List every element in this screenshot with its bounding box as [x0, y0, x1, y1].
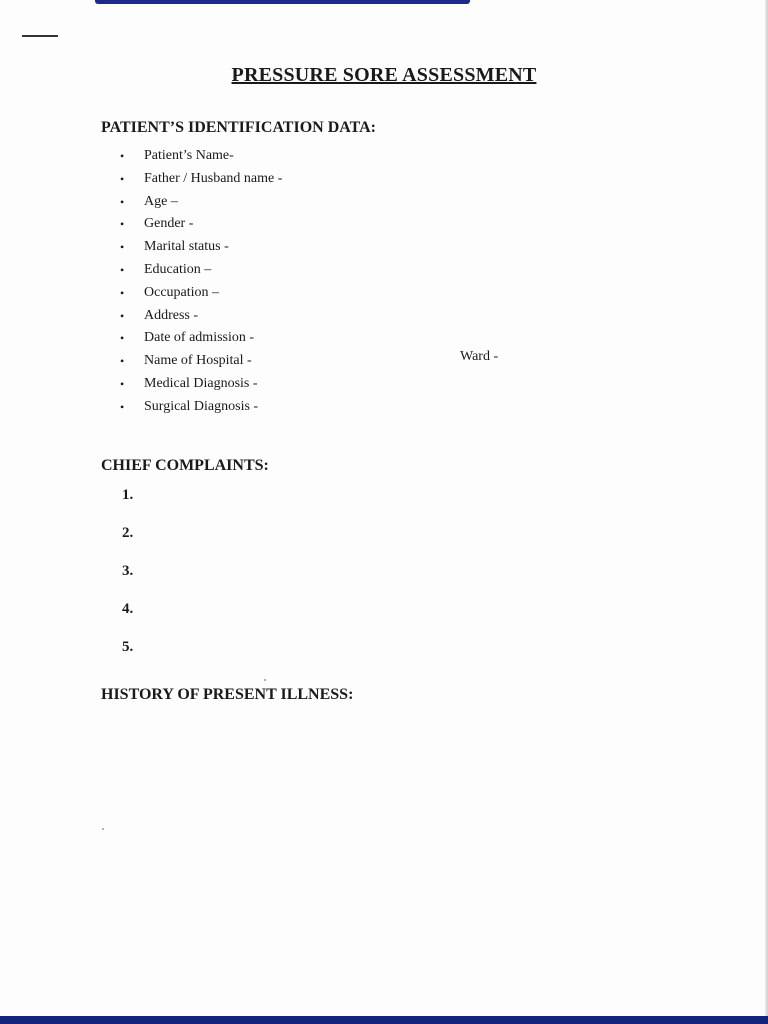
bullet-icon: • [120, 171, 125, 186]
list-item [120, 262, 282, 285]
bullet-icon: • [120, 308, 125, 323]
scan-speck [264, 679, 266, 681]
field-label-ward: Ward - [460, 349, 499, 364]
complaint-number: 1. [122, 487, 134, 503]
list-item [120, 148, 282, 171]
field-label-marital-status: Marital status - [144, 239, 229, 255]
list-item [120, 194, 282, 217]
list-item [120, 216, 282, 239]
field-label-medical-diagnosis: Medical Diagnosis - [144, 375, 258, 391]
bullet-icon: • [120, 240, 125, 255]
complaint-number: 5. [122, 639, 134, 655]
bullet-icon: • [120, 399, 125, 414]
identification-heading: PATIENT’S IDENTIFICATION DATA: [101, 119, 376, 136]
bullet-icon: • [120, 194, 125, 209]
list-item [120, 330, 282, 353]
document-title: PRESSURE SORE ASSESSMENT [231, 64, 537, 86]
complaint-number: 4. [122, 601, 134, 617]
corner-mark [22, 35, 58, 37]
bullet-icon: • [120, 149, 125, 163]
list-item [120, 308, 282, 331]
list-item [120, 239, 282, 262]
chief-complaints-heading: CHIEF COMPLAINTS: [101, 457, 269, 474]
identification-list [120, 148, 282, 422]
list-item [120, 376, 282, 399]
bullet-icon: • [120, 217, 125, 232]
field-label-gender: Gender - [144, 216, 194, 232]
scan-bottom-edge [0, 1016, 768, 1024]
bullet-icon: • [120, 285, 125, 300]
field-label-name-of-hospital: Name of Hospital - [144, 353, 252, 369]
list-item [120, 171, 282, 194]
field-label-age: Age – [144, 193, 178, 209]
field-label-date-of-admission: Date of admission - [144, 330, 255, 346]
scan-speck [102, 828, 104, 830]
scan-top-edge [95, 0, 470, 4]
list-item [120, 353, 282, 376]
bullet-icon: • [120, 262, 125, 277]
field-label-address: Address - [144, 307, 199, 323]
field-label-occupation: Occupation – [144, 284, 220, 300]
list-item [120, 285, 282, 308]
list-item [120, 399, 282, 422]
complaint-number: 2. [122, 525, 134, 541]
field-label-education: Education – [144, 261, 212, 277]
field-label-patient-name: Patient’s Name- [144, 148, 234, 163]
complaint-number: 3. [122, 563, 134, 579]
bullet-icon: • [120, 331, 125, 346]
history-heading: HISTORY OF PRESENT ILLNESS: [101, 686, 354, 703]
chief-complaints-list [122, 487, 133, 677]
field-label-father-husband-name: Father / Husband name - [144, 170, 283, 186]
field-label-surgical-diagnosis: Surgical Diagnosis - [144, 398, 259, 414]
bullet-icon: • [120, 376, 125, 391]
bullet-icon: • [120, 354, 125, 369]
